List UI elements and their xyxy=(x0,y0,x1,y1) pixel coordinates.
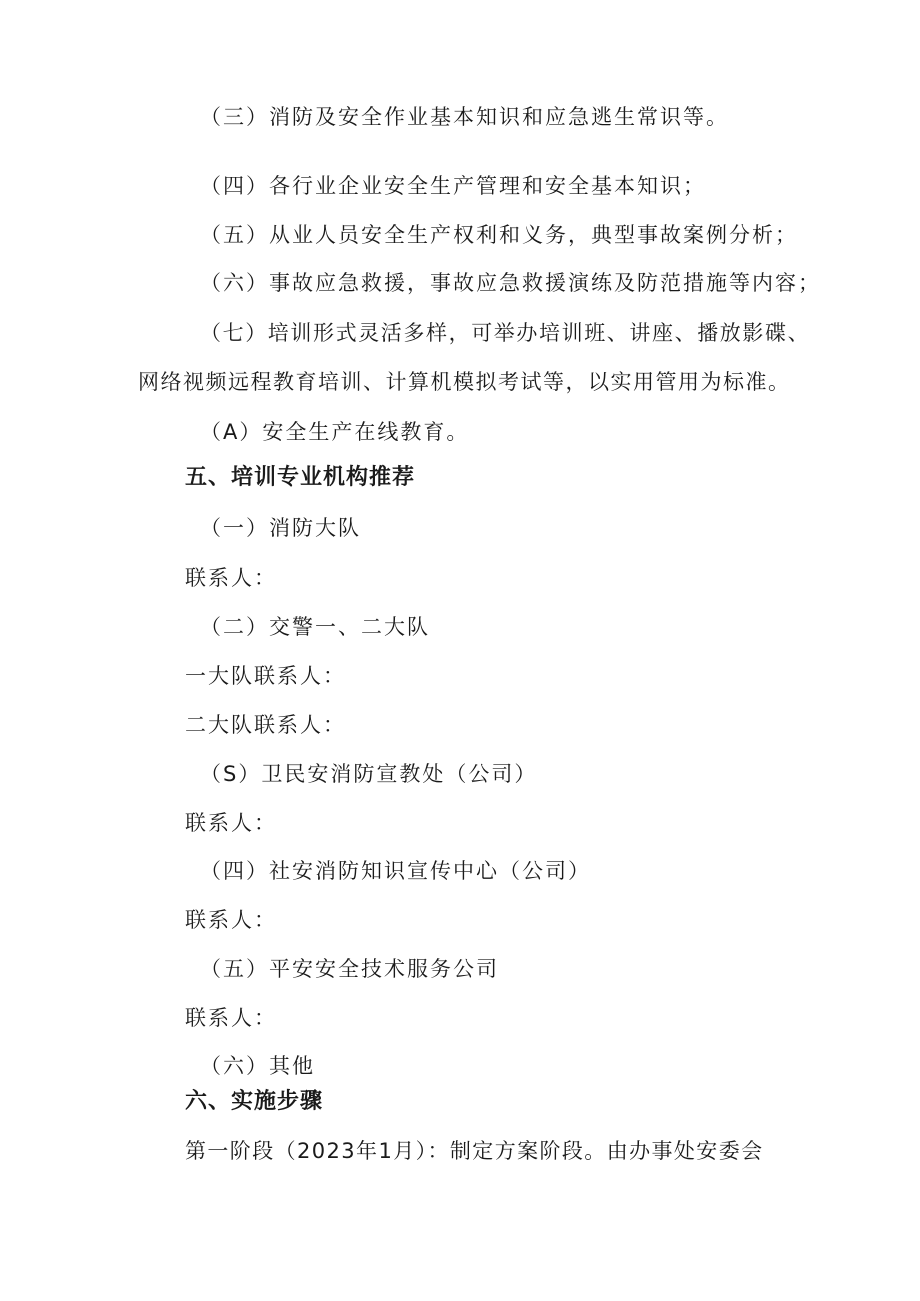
section-6-heading: 六、实施步骤 xyxy=(185,1089,324,1114)
org-5-contact: 联系人： xyxy=(185,1006,277,1030)
org-2-brigade-1-contact: 一大队联系人： xyxy=(185,664,346,688)
item-4-industry-management: （四）各行业企业安全生产管理和安全基本知识； xyxy=(200,174,706,198)
item-3-safety-knowledge: （三）消防及安全作业基本知识和应急逃生常识等。 xyxy=(200,105,729,129)
item-7-training-forms: （七）培训形式灵活多样，可举办培训班、讲座、播放影碟、 xyxy=(200,321,811,345)
org-6-other: （六）其他 xyxy=(200,1054,315,1078)
org-5-pingan-safety-services: （五）平安安全技术服务公司 xyxy=(200,957,499,981)
org-1-contact: 联系人： xyxy=(185,566,277,590)
section-5-heading: 五、培训专业机构推荐 xyxy=(185,465,416,490)
org-2-traffic-police: （二）交警一、二大队 xyxy=(200,615,430,639)
org-3-weimin-fire-education: （S）卫民安消防宣教处（公司） xyxy=(200,762,538,786)
item-6-emergency-rescue: （六）事故应急救援，事故应急救援演练及防范措施等内容； xyxy=(200,271,821,295)
item-5-worker-rights: （五）从业人员安全生产权利和义务，典型事故案例分析； xyxy=(200,223,798,247)
item-a-online-education: （A）安全生产在线教育。 xyxy=(200,420,470,444)
item-7-training-forms-cont: 网络视频远程教育培训、计算机模拟考试等，以实用管用为标准。 xyxy=(138,370,791,394)
org-1-fire-brigade: （一）消防大队 xyxy=(200,516,361,540)
phase-1-description: 第一阶段（2023年1月）：制定方案阶段。由办事处安委会 xyxy=(185,1139,764,1163)
org-4-contact: 联系人： xyxy=(185,908,277,932)
org-3-contact: 联系人： xyxy=(185,811,277,835)
org-4-shean-fire-center: （四）社安消防知识宣传中心（公司） xyxy=(200,859,591,883)
org-2-brigade-2-contact: 二大队联系人： xyxy=(185,713,346,737)
